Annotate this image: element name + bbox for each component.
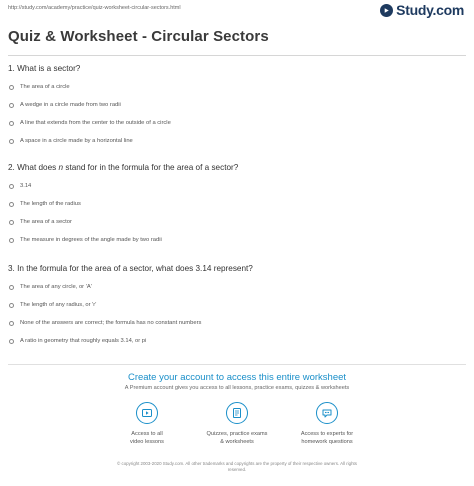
radio-button[interactable] [9,321,14,326]
answer-option[interactable] [9,338,146,344]
feature-experts [282,402,372,446]
answer-option[interactable] [9,201,81,207]
answer-label: The area of a sector [20,219,72,225]
answer-option[interactable] [9,84,70,90]
title-divider [8,55,466,56]
top-bar [0,0,474,22]
answer-label: A space in a circle made by a horizontal line [20,138,133,144]
answer-label: The area of any circle, or 'A' [20,284,92,290]
radio-button[interactable] [9,220,14,225]
radio-button[interactable] [9,184,14,189]
question-2: 2. What does n stand for in the formula for the area of a sector? [8,163,239,172]
answer-option[interactable] [9,102,121,108]
feature-label: Access to experts for homework questions [300,431,354,445]
answer-label: The length of the radius [20,201,81,207]
answer-option[interactable] [9,284,92,290]
expert-icon [316,402,338,424]
answer-option[interactable] [9,183,31,189]
promo-divider [8,364,466,365]
answer-option[interactable] [9,138,133,144]
radio-button[interactable] [9,303,14,308]
answer-label: None of the answers are correct; the formula has no constant numbers [20,320,202,326]
question-1: 1. What is a sector? [8,64,81,73]
feature-label: Access to all video lessons [130,431,164,445]
answer-label: The area of a circle [20,84,70,90]
answer-option[interactable] [9,320,201,326]
radio-button[interactable] [9,238,14,243]
radio-button[interactable] [9,339,14,344]
radio-button[interactable] [9,121,14,126]
quiz-icon [226,402,248,424]
answer-label: 3.14 [20,183,32,189]
radio-button[interactable] [9,285,14,290]
feature-label: Quizzes, practice exams & worksheets [206,431,268,445]
answer-label: The length of any radius, or 'r' [20,302,97,308]
feature-quizzes [192,402,282,446]
answer-option[interactable] [9,120,171,126]
answer-label: A wedge in a circle made from two radii [20,102,121,108]
answer-label: A line that extends from the center to the outside of a circle [20,120,171,126]
answer-option[interactable] [9,302,96,308]
page-url: http://study.com/academy/practice/quiz-worksheet-circular-sectors.html [8,5,181,11]
answer-label: The measure in degrees of the angle made by two radii [20,237,162,243]
question-3: 3. In the formula for the area of a sector, what does 3.14 represent? [8,264,253,273]
study-logo[interactable] [380,2,464,18]
study-logo-icon [380,4,393,17]
radio-button[interactable] [9,202,14,207]
radio-button[interactable] [9,139,14,144]
radio-button[interactable] [9,103,14,108]
create-account-link[interactable]: Create your account to access this entire worksheet [127,372,347,383]
radio-button[interactable] [9,85,14,90]
feature-video-lessons [102,402,192,446]
brand-name: Study.com [396,2,464,18]
copyright-notice: © copyright 2003-2020 Study.com. All other trademarks and copyrights are the property of their respective owners. All rights reserved. [117,461,357,472]
video-icon [136,402,158,424]
answer-option[interactable] [9,237,162,243]
answer-label: A ratio in geometry that roughly equals 3.14, or pi [20,338,147,344]
answer-option[interactable] [9,219,72,225]
page-title: Quiz & Worksheet - Circular Sectors [8,28,269,45]
promo-subtitle: A Premium account gives you access to all lessons, practice exams, quizzes & worksheets [124,385,350,391]
